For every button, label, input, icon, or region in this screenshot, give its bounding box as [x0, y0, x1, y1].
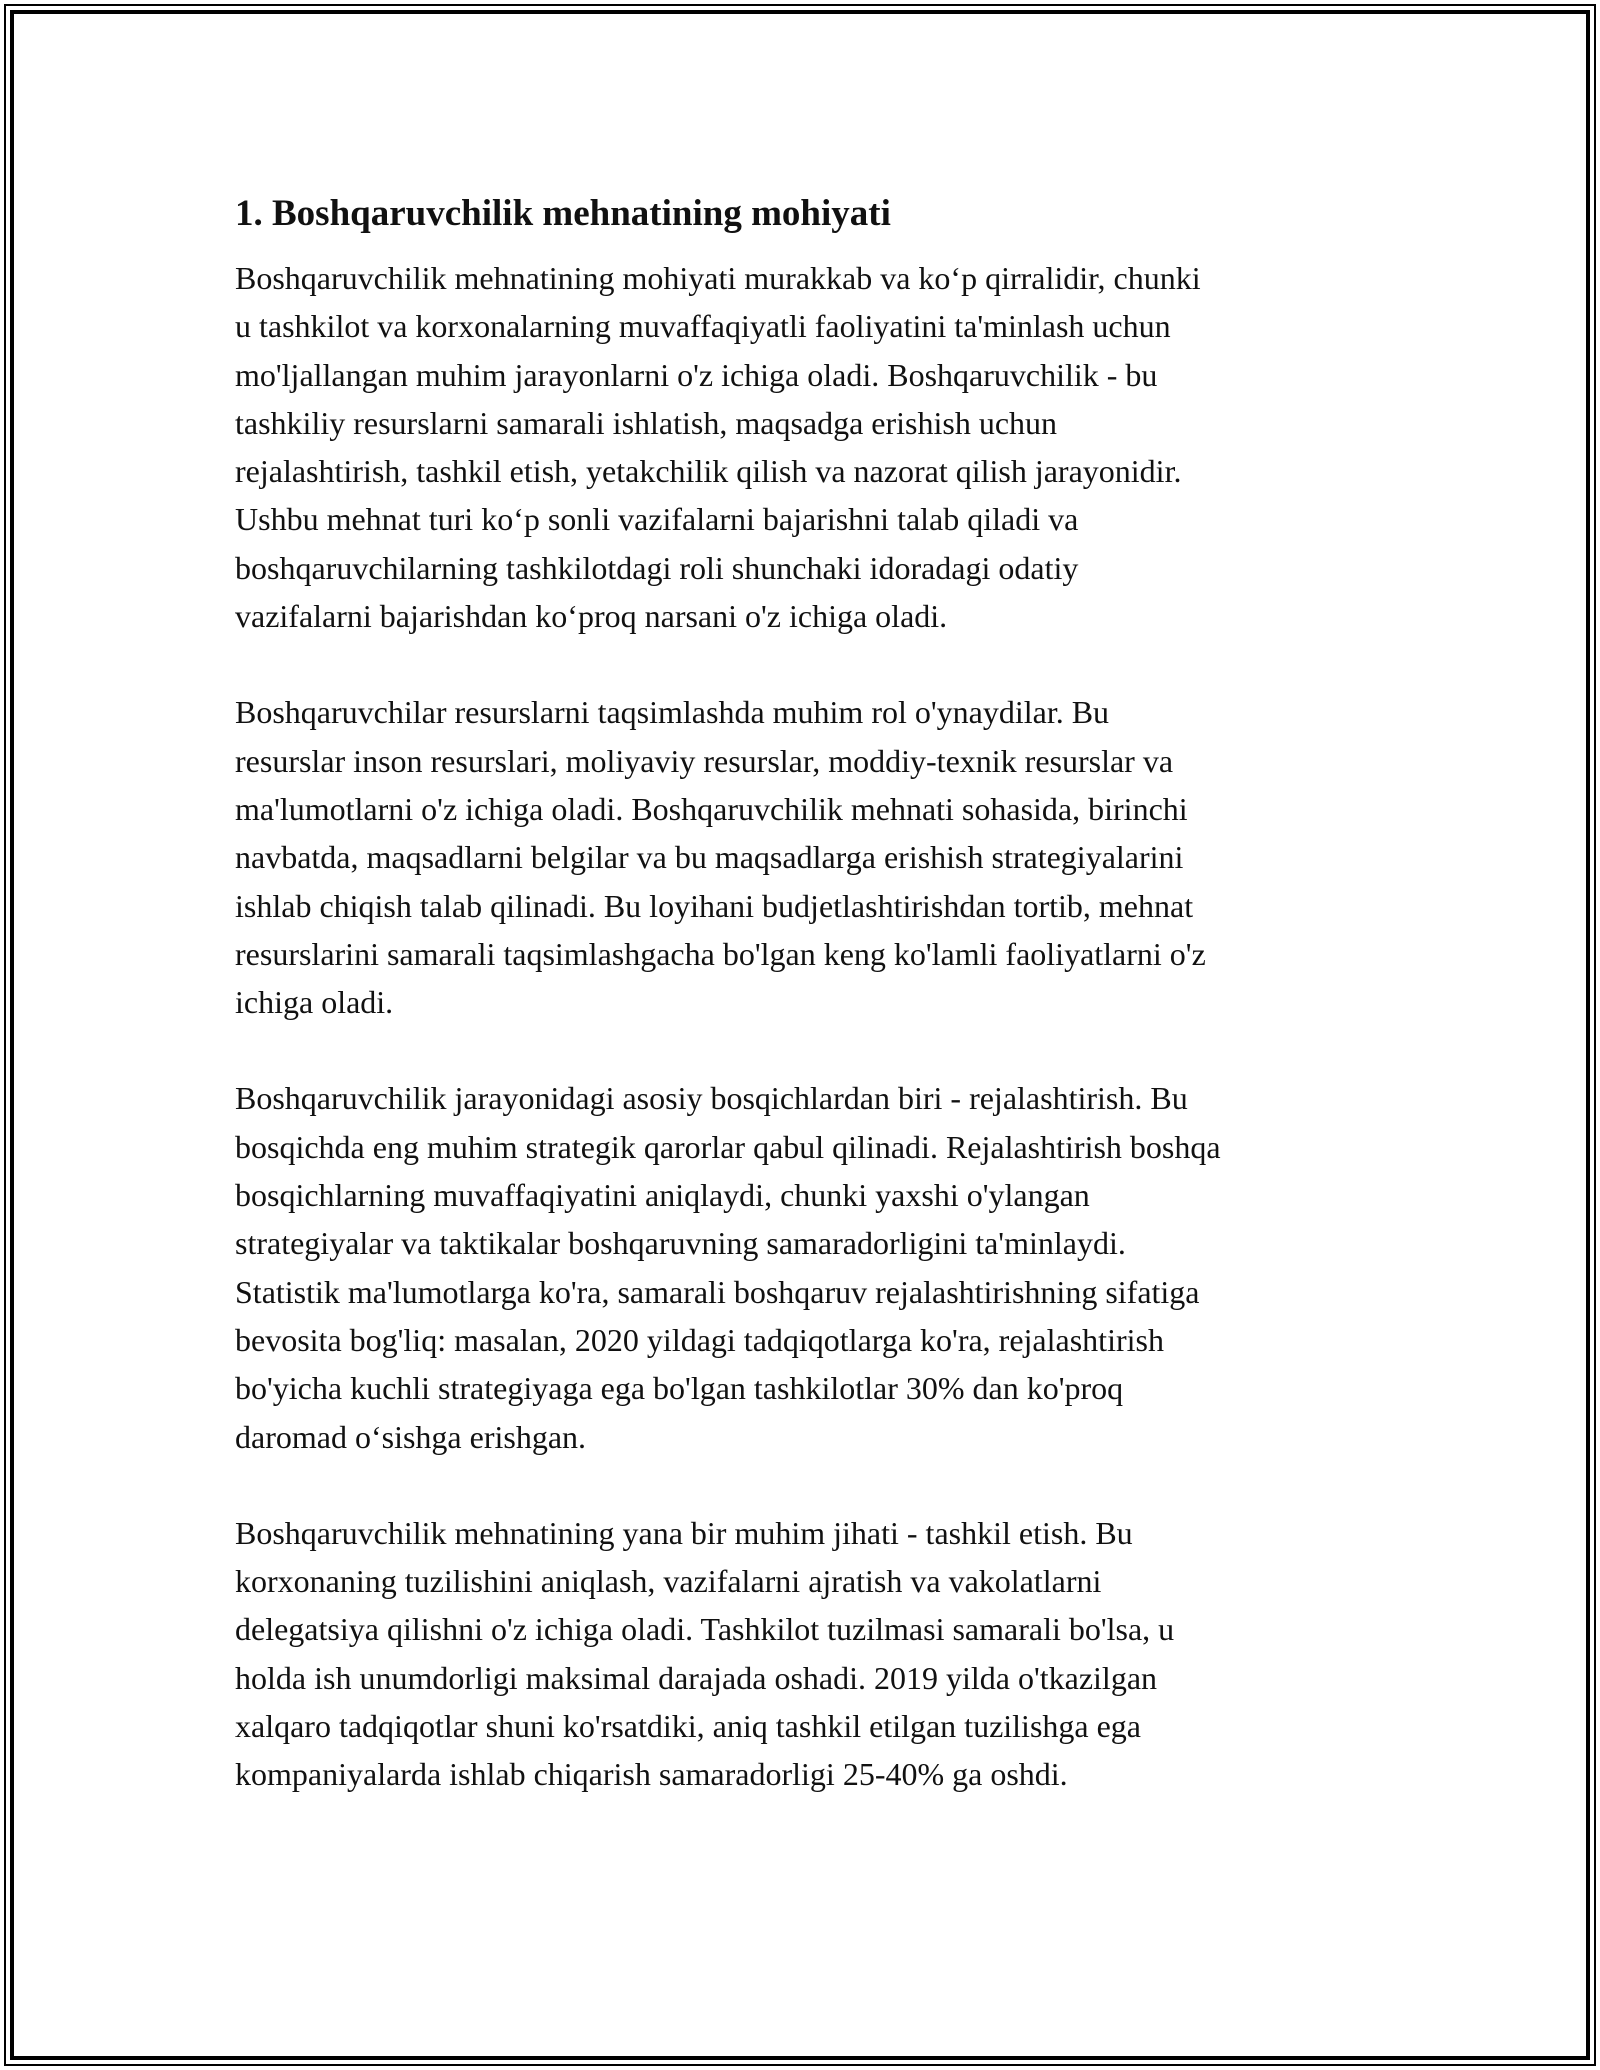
paragraph-line: strategiyalar va taktikalar boshqaruvning samaradorligini ta'minlaydi.	[235, 1225, 1126, 1262]
paragraph-line: mo'ljallangan muhim jarayonlarni o'z ichiga oladi. Boshqaruvchilik - bu	[235, 356, 1158, 393]
paragraph-line: vazifalarni bajarishdan koʻproq narsani o'z ichiga oladi.	[235, 598, 948, 635]
paragraph-line: resurslarini samarali taqsimlashgacha bo'lgan keng ko'lamli faoliyatlarni o'z	[235, 935, 1206, 972]
paragraph-line: ma'lumotlarni o'z ichiga oladi. Boshqaruvchilik mehnati sohasida, birinchi	[235, 790, 1188, 827]
paragraph-line: boshqaruvchilarning tashkilotdagi roli shunchaki idoradagi odatiy	[235, 549, 1079, 586]
paragraph-line: Boshqaruvchilar resurslarni taqsimlashda muhim rol o'ynaydilar. Bu	[235, 694, 1110, 731]
paragraph-line: xalqaro tadqiqotlar shuni ko'rsatdiki, aniq tashkil etilgan tuzilishga ega	[235, 1708, 1141, 1745]
paragraph-line: bosqichlarning muvaffaqiyatini aniqlaydi, chunki yaxshi o'ylangan	[235, 1177, 1090, 1214]
paragraph-line: Statistik ma'lumotlarga ko'ra, samarali boshqaruv rejalashtirishning sifatiga	[235, 1273, 1200, 1310]
paragraph-2	[235, 688, 1375, 1026]
paragraph-4	[235, 1509, 1375, 1799]
paragraph-line: daromad oʻsishga erishgan.	[235, 1418, 587, 1455]
paragraph-line: resurslar inson resurslari, moliyaviy resurslar, moddiy-texnik resurslar va	[235, 742, 1174, 779]
paragraph-1	[235, 254, 1375, 640]
paragraph-line: bo'yicha kuchli strategiyaga ega bo'lgan tashkilotlar 30% dan ko'proq	[235, 1370, 1124, 1407]
section-heading: 1. Boshqaruvchilik mehnatining mohiyati	[235, 193, 891, 234]
paragraph-line: ishlab chiqish talab qilinadi. Bu loyihani budjetlashtirishdan tortib, mehnat	[235, 887, 1194, 924]
paragraph-line: bevosita bog'liq: masalan, 2020 yildagi tadqiqotlarga ko'ra, rejalashtirish	[235, 1321, 1164, 1358]
paragraph-line: navbatda, maqsadlarni belgilar va bu maqsadlarga erishish strategiyalarini	[235, 839, 1184, 876]
paragraph-3	[235, 1074, 1375, 1460]
paragraph-line: u tashkilot va korxonalarning muvaffaqiyatli faoliyatini ta'minlash uchun	[235, 308, 1171, 345]
paragraph-line: Boshqaruvchilik mehnatining mohiyati murakkab va koʻp qirralidir, chunki	[235, 260, 1201, 296]
paragraph-line: delegatsiya qilishni o'z ichiga oladi. Tashkilot tuzilmasi samarali bo'lsa, u	[235, 1611, 1175, 1648]
paragraph-line: Boshqaruvchilik jarayonidagi asosiy bosqichlardan biri - rejalashtirish. Bu	[235, 1080, 1188, 1117]
paragraph-line: Ushbu mehnat turi koʻp sonli vazifalarni bajarishni talab qiladi va	[235, 501, 1079, 538]
paragraph-line: kompaniyalarda ishlab chiqarish samaradorligi 25-40% ga oshdi.	[235, 1756, 1068, 1793]
paragraph-line: ichiga oladi.	[235, 984, 394, 1021]
paragraph-line: tashkiliy resurslarni samarali ishlatish, maqsadga erishish uchun	[235, 404, 1058, 441]
paragraph-line: rejalashtirish, tashkil etish, yetakchilik qilish va nazorat qilish jarayonidir.	[235, 453, 1182, 490]
paragraph-line: bosqichda eng muhim strategik qarorlar qabul qilinadi. Rejalashtirish boshqa	[235, 1128, 1221, 1165]
paragraph-line: Boshqaruvchilik mehnatining yana bir muhim jihati - tashkil etish. Bu	[235, 1514, 1133, 1551]
document-body	[235, 186, 1375, 1847]
paragraph-line: korxonaning tuzilishini aniqlash, vazifalarni ajratish va vakolatlarni	[235, 1563, 1102, 1600]
paragraph-line: holda ish unumdorligi maksimal darajada oshadi. 2019 yilda o'tkazilgan	[235, 1659, 1158, 1696]
